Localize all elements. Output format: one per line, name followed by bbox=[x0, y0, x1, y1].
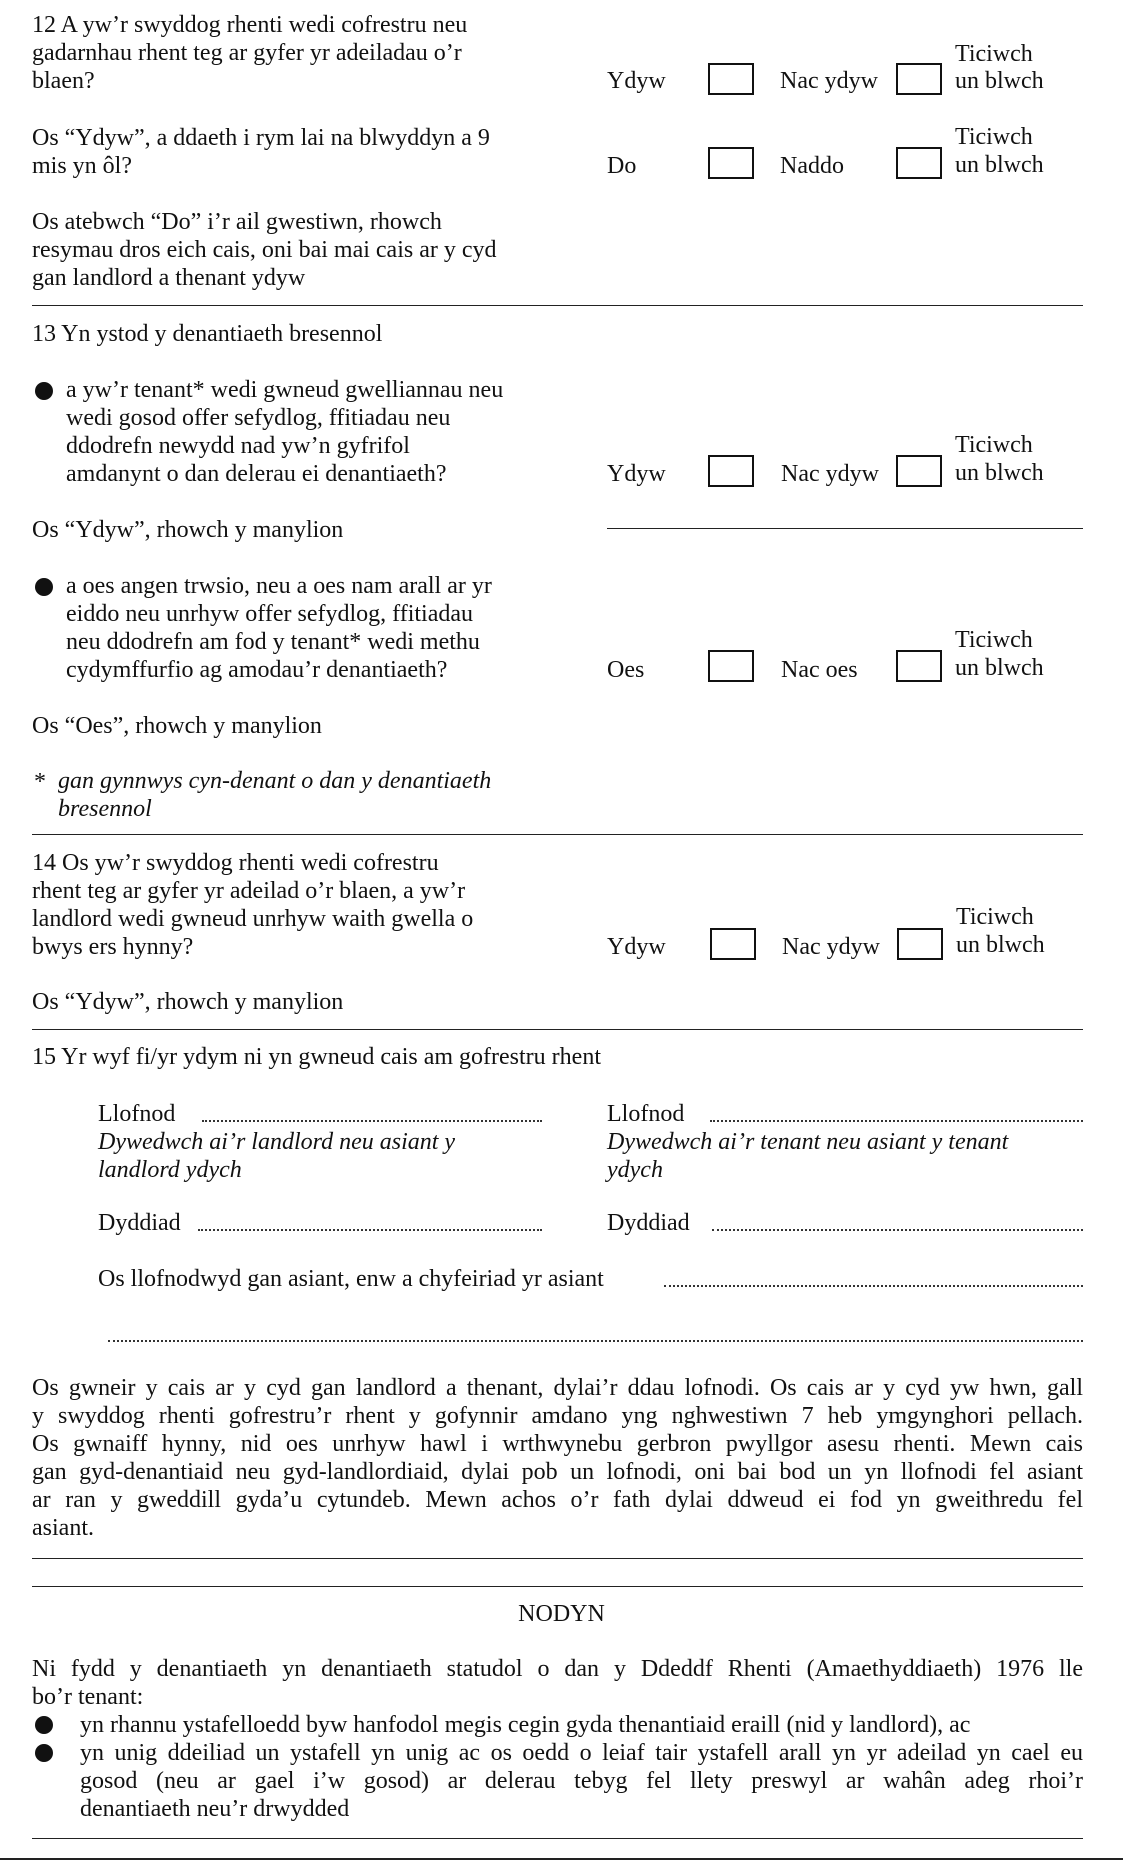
tenant-signature-label: Llofnod bbox=[607, 1101, 685, 1127]
footnote-marker: * bbox=[34, 769, 46, 795]
q12-tick-instruction-1: Ticiwch bbox=[955, 41, 1033, 67]
q13b-details-label: Os “Oes”, rhowch y manylion bbox=[32, 713, 322, 739]
landlord-date-field[interactable] bbox=[198, 1229, 542, 1231]
q13b-tick-instruction-2: un blwch bbox=[955, 655, 1044, 681]
q13a-no-checkbox[interactable] bbox=[896, 455, 942, 487]
q13a-line-1: a yw’r tenant* wedi gwneud gwelliannau neu bbox=[66, 377, 504, 403]
joint-application-paragraph bbox=[32, 1374, 1083, 1542]
q14-no-label: Nac ydyw bbox=[782, 934, 880, 960]
divider bbox=[32, 834, 1083, 835]
paragraph-line: Ni fydd y denantiaeth yn denantiaeth statudol o dan y Ddeddf Rhenti (Amaethyddiaeth) 1976 lle bbox=[32, 1656, 1083, 1682]
q12-sub-yes-checkbox[interactable] bbox=[708, 147, 754, 179]
bullet-icon bbox=[35, 382, 53, 400]
q12-yes-label: Ydyw bbox=[607, 68, 666, 94]
agent-field[interactable] bbox=[664, 1285, 1083, 1287]
q13a-line-4: amdanynt o dan delerau ei denantiaeth? bbox=[66, 461, 447, 487]
paragraph-line: Os gwnaiff hynny, nid oes unrhyw hawl i wrthwynebu gerbron pwyllgor asesu rhenti. Mewn cais bbox=[32, 1431, 1083, 1457]
paragraph-line: ar ran y gweddill gyda’u cytundeb. Mewn achos o’r fath dylai ddweud ei fod yn gweithredu fel bbox=[32, 1487, 1083, 1513]
q14-question-line-3: landlord wedi gwneud unrhyw waith gwella o bbox=[32, 906, 474, 932]
landlord-date-label: Dyddiad bbox=[98, 1210, 181, 1236]
paragraph-line: Os gwneir y cais ar y cyd gan landlord a thenant, dylai’r ddau lofnodi. Os cais ar y cyd yw hwn, gall bbox=[32, 1375, 1083, 1401]
agent-field-line-2[interactable] bbox=[108, 1340, 1083, 1342]
bullet-icon bbox=[35, 578, 53, 596]
q12-no-checkbox[interactable] bbox=[896, 63, 942, 95]
bullet-icon bbox=[35, 1716, 53, 1734]
q13a-no-label: Nac ydyw bbox=[781, 461, 879, 487]
q12-sub-question-line-1: Os “Ydyw”, a ddaeth i rym lai na blwyddyn a 9 bbox=[32, 125, 490, 151]
q13a-tick-instruction-2: un blwch bbox=[955, 460, 1044, 486]
tenant-signature-note-2: ydych bbox=[607, 1157, 663, 1183]
q14-tick-instruction-2: un blwch bbox=[956, 932, 1045, 958]
q12-note-line-1: Os atebwch “Do” i’r ail gwestiwn, rhowch bbox=[32, 209, 442, 235]
q14-details-label: Os “Ydyw”, rhowch y manylion bbox=[32, 989, 344, 1015]
q14-yes-label: Ydyw bbox=[607, 934, 666, 960]
q14-tick-instruction-1: Ticiwch bbox=[956, 904, 1034, 930]
q12-sub-question-line-2: mis yn ôl? bbox=[32, 153, 132, 179]
q13a-yes-label: Ydyw bbox=[607, 461, 666, 487]
divider bbox=[32, 1586, 1083, 1587]
q13a-line-2: wedi gosod offer sefydlog, ffitiadau neu bbox=[66, 405, 451, 431]
tenant-signature-field[interactable] bbox=[710, 1120, 1083, 1122]
paragraph-line: y swyddog rhenti gofrestru’r rhent y gofynnir amdano yng nghwestiwn 7 heb ymgynghori pellach. bbox=[32, 1403, 1083, 1429]
q13b-line-1: a oes angen trwsio, neu a oes nam arall ar yr bbox=[66, 573, 492, 599]
q13a-details-label: Os “Ydyw”, rhowch y manylion bbox=[32, 517, 344, 543]
q12-no-label: Nac ydyw bbox=[780, 68, 878, 94]
note-intro bbox=[32, 1655, 1083, 1711]
q13-heading: 13 Yn ystod y denantiaeth bresennol bbox=[32, 321, 383, 347]
q13a-tick-instruction-1: Ticiwch bbox=[955, 432, 1033, 458]
bullet-icon bbox=[35, 1744, 53, 1762]
q12-sub-tick-instruction-1: Ticiwch bbox=[955, 124, 1033, 150]
q12-sub-no-label: Naddo bbox=[780, 153, 844, 179]
q13b-no-label: Nac oes bbox=[781, 657, 858, 683]
q13b-yes-checkbox[interactable] bbox=[708, 650, 754, 682]
paragraph-line: asiant. bbox=[32, 1515, 94, 1541]
tenant-date-label: Dyddiad bbox=[607, 1210, 690, 1236]
paragraph-line: yn unig ddeiliad un ystafell yn unig ac os oedd o leiaf tair ystafell arall yn yr adeilad yn cael eu bbox=[80, 1740, 1083, 1766]
q14-yes-checkbox[interactable] bbox=[710, 928, 756, 960]
q12-yes-checkbox[interactable] bbox=[708, 63, 754, 95]
q13a-yes-checkbox[interactable] bbox=[708, 455, 754, 487]
q13b-line-4: cydymffurfio ag amodau’r denantiaeth? bbox=[66, 657, 448, 683]
divider bbox=[32, 1558, 1083, 1559]
tenant-signature-note-1: Dywedwch ai’r tenant neu asiant y tenant bbox=[607, 1129, 1009, 1155]
q12-question-line-2: gadarnhau rhent teg ar gyfer yr adeiladau o’r bbox=[32, 40, 462, 66]
q13b-no-checkbox[interactable] bbox=[896, 650, 942, 682]
q13b-tick-instruction-1: Ticiwch bbox=[955, 627, 1033, 653]
footnote-line-2: bresennol bbox=[58, 796, 152, 822]
q14-question-line-4: bwys ers hynny? bbox=[32, 934, 194, 960]
q13b-yes-label: Oes bbox=[607, 657, 645, 683]
q13a-line-3: ddodrefn newydd nad yw’n gyfrifol bbox=[66, 433, 410, 459]
agent-label: Os llofnodwyd gan asiant, enw a chyfeiriad yr asiant bbox=[98, 1266, 604, 1292]
q12-question-line-1: 12 A yw’r swyddog rhenti wedi cofrestru neu bbox=[32, 12, 468, 38]
q15-heading: 15 Yr wyf fi/yr ydym ni yn gwneud cais am gofrestru rhent bbox=[32, 1044, 601, 1070]
q13b-line-3: neu ddodrefn am fod y tenant* wedi methu bbox=[66, 629, 480, 655]
note-bullet-2 bbox=[80, 1739, 1083, 1823]
landlord-signature-label: Llofnod bbox=[98, 1101, 176, 1127]
divider bbox=[32, 1029, 1083, 1030]
q14-no-checkbox[interactable] bbox=[897, 928, 943, 960]
paragraph-line: gan gyd-denantiaid neu gyd-landlordiaid, dylai pob un lofnodi, oni bai bod un yn llofnodi fel asiant bbox=[32, 1459, 1083, 1485]
page-bottom-border bbox=[0, 1858, 1123, 1860]
paragraph-line: gosod (neu ar gael i’w gosod) ar delerau tebyg fel llety preswyl ar wahân adeg rhoi’r bbox=[80, 1768, 1083, 1794]
landlord-signature-note-2: landlord ydych bbox=[98, 1157, 242, 1183]
note-title: NODYN bbox=[518, 1601, 605, 1627]
divider bbox=[32, 305, 1083, 306]
q13a-details-field[interactable] bbox=[607, 528, 1083, 529]
paragraph-line: denantiaeth neu’r drwydded bbox=[80, 1796, 350, 1822]
divider bbox=[32, 1838, 1083, 1839]
tenant-date-field[interactable] bbox=[712, 1229, 1083, 1231]
footnote-line-1: gan gynnwys cyn-denant o dan y denantiaeth bbox=[58, 768, 492, 794]
landlord-signature-note-1: Dywedwch ai’r landlord neu asiant y bbox=[98, 1129, 456, 1155]
q13b-line-2: eiddo neu unrhyw offer sefydlog, ffitiadau bbox=[66, 601, 474, 627]
q12-question-line-3: blaen? bbox=[32, 68, 95, 94]
q14-question-line-2: rhent teg ar gyfer yr adeilad o’r blaen, a yw’r bbox=[32, 878, 466, 904]
q12-sub-tick-instruction-2: un blwch bbox=[955, 152, 1044, 178]
landlord-signature-field[interactable] bbox=[202, 1120, 542, 1122]
q12-note-line-2: resymau dros eich cais, oni bai mai cais ar y cyd bbox=[32, 237, 497, 263]
q12-sub-yes-label: Do bbox=[607, 153, 637, 179]
q12-sub-no-checkbox[interactable] bbox=[896, 147, 942, 179]
note-bullet-1: yn rhannu ystafelloedd byw hanfodol megis cegin gyda thenantiaid eraill (nid y landlord), ac bbox=[80, 1712, 971, 1738]
q12-tick-instruction-2: un blwch bbox=[955, 68, 1044, 94]
q12-note-line-3: gan landlord a thenant ydyw bbox=[32, 265, 306, 291]
q14-question-line-1: 14 Os yw’r swyddog rhenti wedi cofrestru bbox=[32, 850, 439, 876]
paragraph-line: bo’r tenant: bbox=[32, 1684, 144, 1710]
